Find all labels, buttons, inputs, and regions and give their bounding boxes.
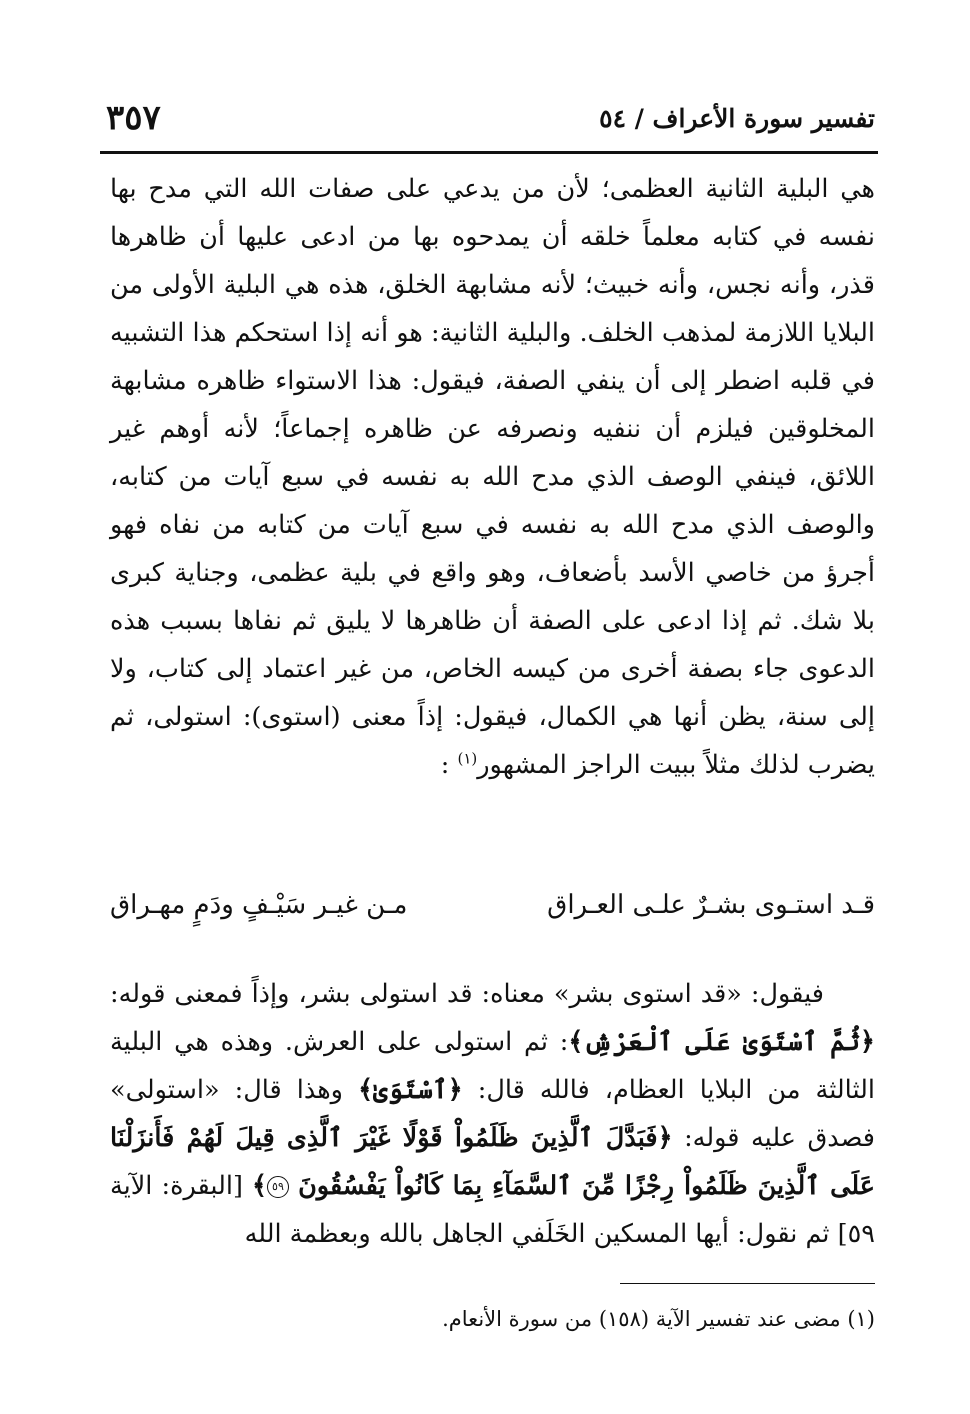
footnote-rule <box>620 1283 875 1284</box>
quran-quote-2: ﴿ٱسْتَوَىٰ﴾ <box>358 1075 463 1105</box>
paragraph-2-part-1: فيقول: «قد استوى بشر» معناه: قد استولى بشر، وإذاً فمعنى قوله: <box>110 979 824 1009</box>
main-text-continued <box>110 970 875 1258</box>
quran-quote-1: ﴿ثُمَّ ٱسْتَوَىٰ عَلَى ٱلْعَرْشِ﴾ <box>568 1027 875 1057</box>
footnote-reference: (١) <box>457 749 478 768</box>
paragraph-2-part-4: [البقرة: الآية ٥٩] ثم نقول: أيها المسكين الخَلَفي الجاهل بالله وبعظمة الله <box>110 1171 875 1249</box>
verse-second-hemistich: مـن غيـر سَيْـفٍ ودَمٍ مهـراق <box>110 890 408 920</box>
paragraph-1-text: هي البلية الثانية العظمى؛ لأن من يدعي على صفات الله التي مدح بها نفسه في كتابه معلماً خلقه أن يمدحوه بها من ادعى عليها أن ظاهرها قذر، وأنه نجس، وأنه خبيث؛ لأنه مشابهة الخلق، هذه هي البلية الأولى من البلايا اللازمة لمذهب الخلف. والبلية الثانية: هو أنه إذا استحكم هذا التشبيه في قلبه اضطر إلى أن ينفي الصفة، فيقول: هذا الاستواء ظاهره مشابهة المخلوقين فيلزم أن ننفيه ونصرفه عن ظاهره إجماعاً؛ لأنه أوهم غير اللائق، فينفي الوصف الذي مدح الله به نفسه في سبع آيات من كتابه، والوصف الذي مدح الله به نفسه في سبع آيات من كتابه من نفاه فهو أجرؤ من خاصي الأسد بأضعاف، وهو واقع في بلية عظمى، وجناية كبرى بلا شك. ثم إذا ادعى على الصفة أن ظاهرها لا يليق ثم نفاها بسبب هذه الدعوى جاء بصفة أخرى من كيسه الخاص، من غير اعتماد إلى كتاب، ولا إلى سنة، يظن أنها هي الكمال، فيقول: إذاً معنى (استوى): استولى، ثم يضرب لذلك مثلاً ببيت الراجز المشهور <box>110 174 875 780</box>
paragraph-2-part-2: : ثم استولى على العرش. وهذه هي البلية الثالثة من البلايا العظام، فالله قال: <box>110 1027 875 1105</box>
paragraph-2-part-3: وهذا قال: «استولى» فصدق عليه قوله: <box>110 1075 875 1153</box>
running-title: تفسير سورة الأعراف / ٥٤ <box>599 104 875 133</box>
header-rule <box>100 151 878 154</box>
page-header <box>100 92 875 144</box>
verse-first-hemistich: قـد استـوى بشـرٌ علـى العـراق <box>547 890 875 920</box>
paragraph-2 <box>110 970 875 1258</box>
main-text <box>110 165 875 789</box>
page-number: ٣٥٧ <box>106 98 161 138</box>
quran-close-bracket: ﴾ <box>252 1171 267 1201</box>
paragraph-1 <box>110 165 875 789</box>
ayah-number-mark: ٥٩ <box>267 1176 289 1198</box>
paragraph-1-tail: : <box>440 750 450 780</box>
footnote: (١) مضى عند تفسير الآية (١٥٨) من سورة الأنعام. <box>442 1307 875 1331</box>
quran-quote-3: ﴿فَبَدَّلَ ٱلَّذِينَ ظَلَمُواْ قَوْلًا غَيْرَ ٱلَّذِى قِيلَ لَهُمْ فَأَنزَلْنَا عَلَى ٱلَّذِينَ ظَلَمُواْ رِجْزًا مِّنَ ٱلسَّمَآءِ بِمَا كَانُواْ يَفْسُقُونَ <box>110 1123 875 1201</box>
poetry-verse <box>110 886 875 936</box>
